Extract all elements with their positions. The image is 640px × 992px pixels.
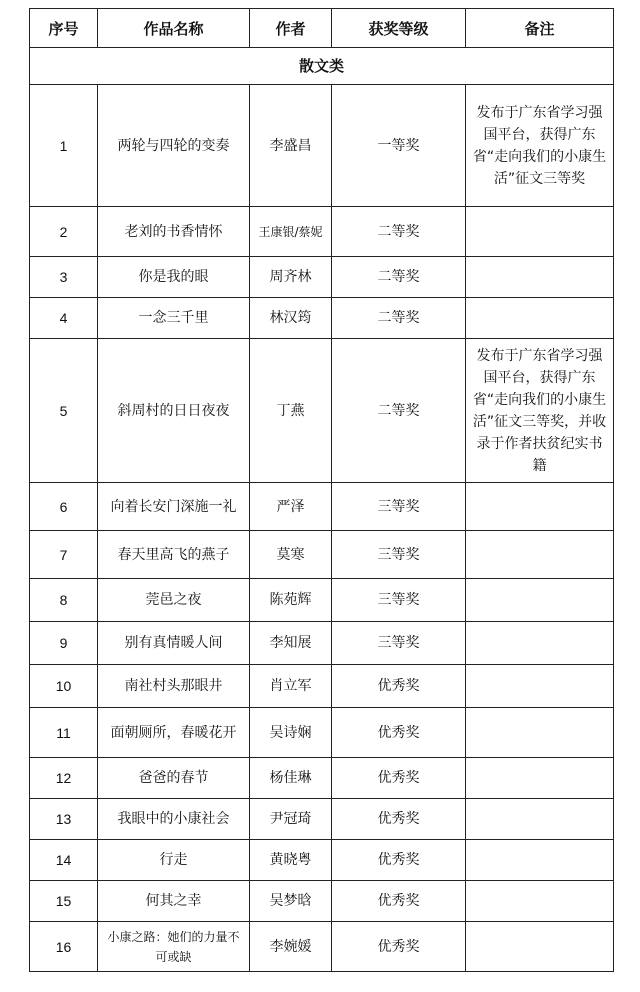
row-author: 肖立军 [250, 665, 332, 708]
header-title: 作品名称 [98, 9, 250, 48]
row-title: 你是我的眼 [98, 257, 250, 298]
row-title: 面朝厕所，春暖花开 [98, 708, 250, 758]
row-award: 优秀奖 [332, 758, 466, 799]
table-row [30, 531, 614, 579]
row-award: 二等奖 [332, 257, 466, 298]
row-no: 14 [30, 840, 98, 881]
row-award: 优秀奖 [332, 799, 466, 840]
row-award: 三等奖 [332, 531, 466, 579]
row-no: 6 [30, 483, 98, 531]
award-table-container [29, 8, 614, 972]
row-author: 莫寒 [250, 531, 332, 579]
header-author: 作者 [250, 9, 332, 48]
row-no: 2 [30, 207, 98, 257]
row-no: 11 [30, 708, 98, 758]
row-award: 优秀奖 [332, 881, 466, 922]
row-no: 7 [30, 531, 98, 579]
row-award: 优秀奖 [332, 922, 466, 972]
table-header-row [30, 9, 614, 48]
row-award: 二等奖 [332, 339, 466, 483]
row-author: 陈苑辉 [250, 579, 332, 622]
row-note [466, 298, 614, 339]
table-row [30, 483, 614, 531]
row-award: 三等奖 [332, 483, 466, 531]
row-no: 4 [30, 298, 98, 339]
row-title: 别有真情暖人间 [98, 622, 250, 665]
row-author: 黄晓粤 [250, 840, 332, 881]
row-award: 一等奖 [332, 85, 466, 207]
row-author: 尹冠琦 [250, 799, 332, 840]
row-title: 一念三千里 [98, 298, 250, 339]
row-author: 李婉媛 [250, 922, 332, 972]
row-note [466, 665, 614, 708]
table-row [30, 257, 614, 298]
row-award: 优秀奖 [332, 840, 466, 881]
row-title: 向着长安门深施一礼 [98, 483, 250, 531]
table-row [30, 758, 614, 799]
row-no: 1 [30, 85, 98, 207]
row-note: 发布于广东省学习强国平台，获得广东省“走向我们的小康生活”征文三等奖，并收录于作者扶贫纪实书籍 [466, 339, 614, 483]
row-no: 5 [30, 339, 98, 483]
table-row [30, 922, 614, 972]
row-title: 南社村头那眼井 [98, 665, 250, 708]
row-title: 老刘的书香情怀 [98, 207, 250, 257]
section-row [30, 48, 614, 85]
section-title: 散文类 [30, 48, 614, 85]
row-author: 吴诗娴 [250, 708, 332, 758]
table-row [30, 622, 614, 665]
row-note [466, 758, 614, 799]
table-row [30, 579, 614, 622]
row-note [466, 922, 614, 972]
row-author: 周齐林 [250, 257, 332, 298]
row-note [466, 622, 614, 665]
row-title: 行走 [98, 840, 250, 881]
row-no: 16 [30, 922, 98, 972]
table-row [30, 708, 614, 758]
row-note [466, 257, 614, 298]
row-title: 春天里高飞的燕子 [98, 531, 250, 579]
row-author: 王康银/蔡妮 [250, 207, 332, 257]
header-award: 获奖等级 [332, 9, 466, 48]
row-note [466, 207, 614, 257]
table-row [30, 840, 614, 881]
row-title: 莞邑之夜 [98, 579, 250, 622]
row-award: 优秀奖 [332, 708, 466, 758]
table-row [30, 207, 614, 257]
row-note [466, 483, 614, 531]
row-note: 发布于广东省学习强国平台，获得广东省“走向我们的小康生活”征文三等奖 [466, 85, 614, 207]
row-award: 二等奖 [332, 207, 466, 257]
row-author: 李知展 [250, 622, 332, 665]
row-title: 爸爸的春节 [98, 758, 250, 799]
row-award: 三等奖 [332, 579, 466, 622]
row-title: 我眼中的小康社会 [98, 799, 250, 840]
row-author: 吴梦晗 [250, 881, 332, 922]
row-author: 丁燕 [250, 339, 332, 483]
row-no: 9 [30, 622, 98, 665]
table-row [30, 85, 614, 207]
row-author: 林汉筠 [250, 298, 332, 339]
row-no: 15 [30, 881, 98, 922]
row-no: 8 [30, 579, 98, 622]
row-author: 严泽 [250, 483, 332, 531]
row-author: 李盛昌 [250, 85, 332, 207]
row-note [466, 579, 614, 622]
row-award: 优秀奖 [332, 665, 466, 708]
table-row [30, 799, 614, 840]
row-note [466, 531, 614, 579]
table-row [30, 881, 614, 922]
row-award: 三等奖 [332, 622, 466, 665]
row-title: 斜周村的日日夜夜 [98, 339, 250, 483]
header-note: 备注 [466, 9, 614, 48]
table-row [30, 339, 614, 483]
row-note [466, 881, 614, 922]
row-note [466, 840, 614, 881]
row-title: 两轮与四轮的变奏 [98, 85, 250, 207]
header-no: 序号 [30, 9, 98, 48]
row-no: 12 [30, 758, 98, 799]
row-title: 何其之幸 [98, 881, 250, 922]
table-row [30, 665, 614, 708]
row-no: 10 [30, 665, 98, 708]
row-award: 二等奖 [332, 298, 466, 339]
row-note [466, 799, 614, 840]
row-note [466, 708, 614, 758]
row-no: 13 [30, 799, 98, 840]
table-row [30, 298, 614, 339]
row-author: 杨佳琳 [250, 758, 332, 799]
row-no: 3 [30, 257, 98, 298]
award-table [29, 8, 614, 972]
row-title: 小康之路：她们的力量不可或缺 [98, 922, 250, 972]
